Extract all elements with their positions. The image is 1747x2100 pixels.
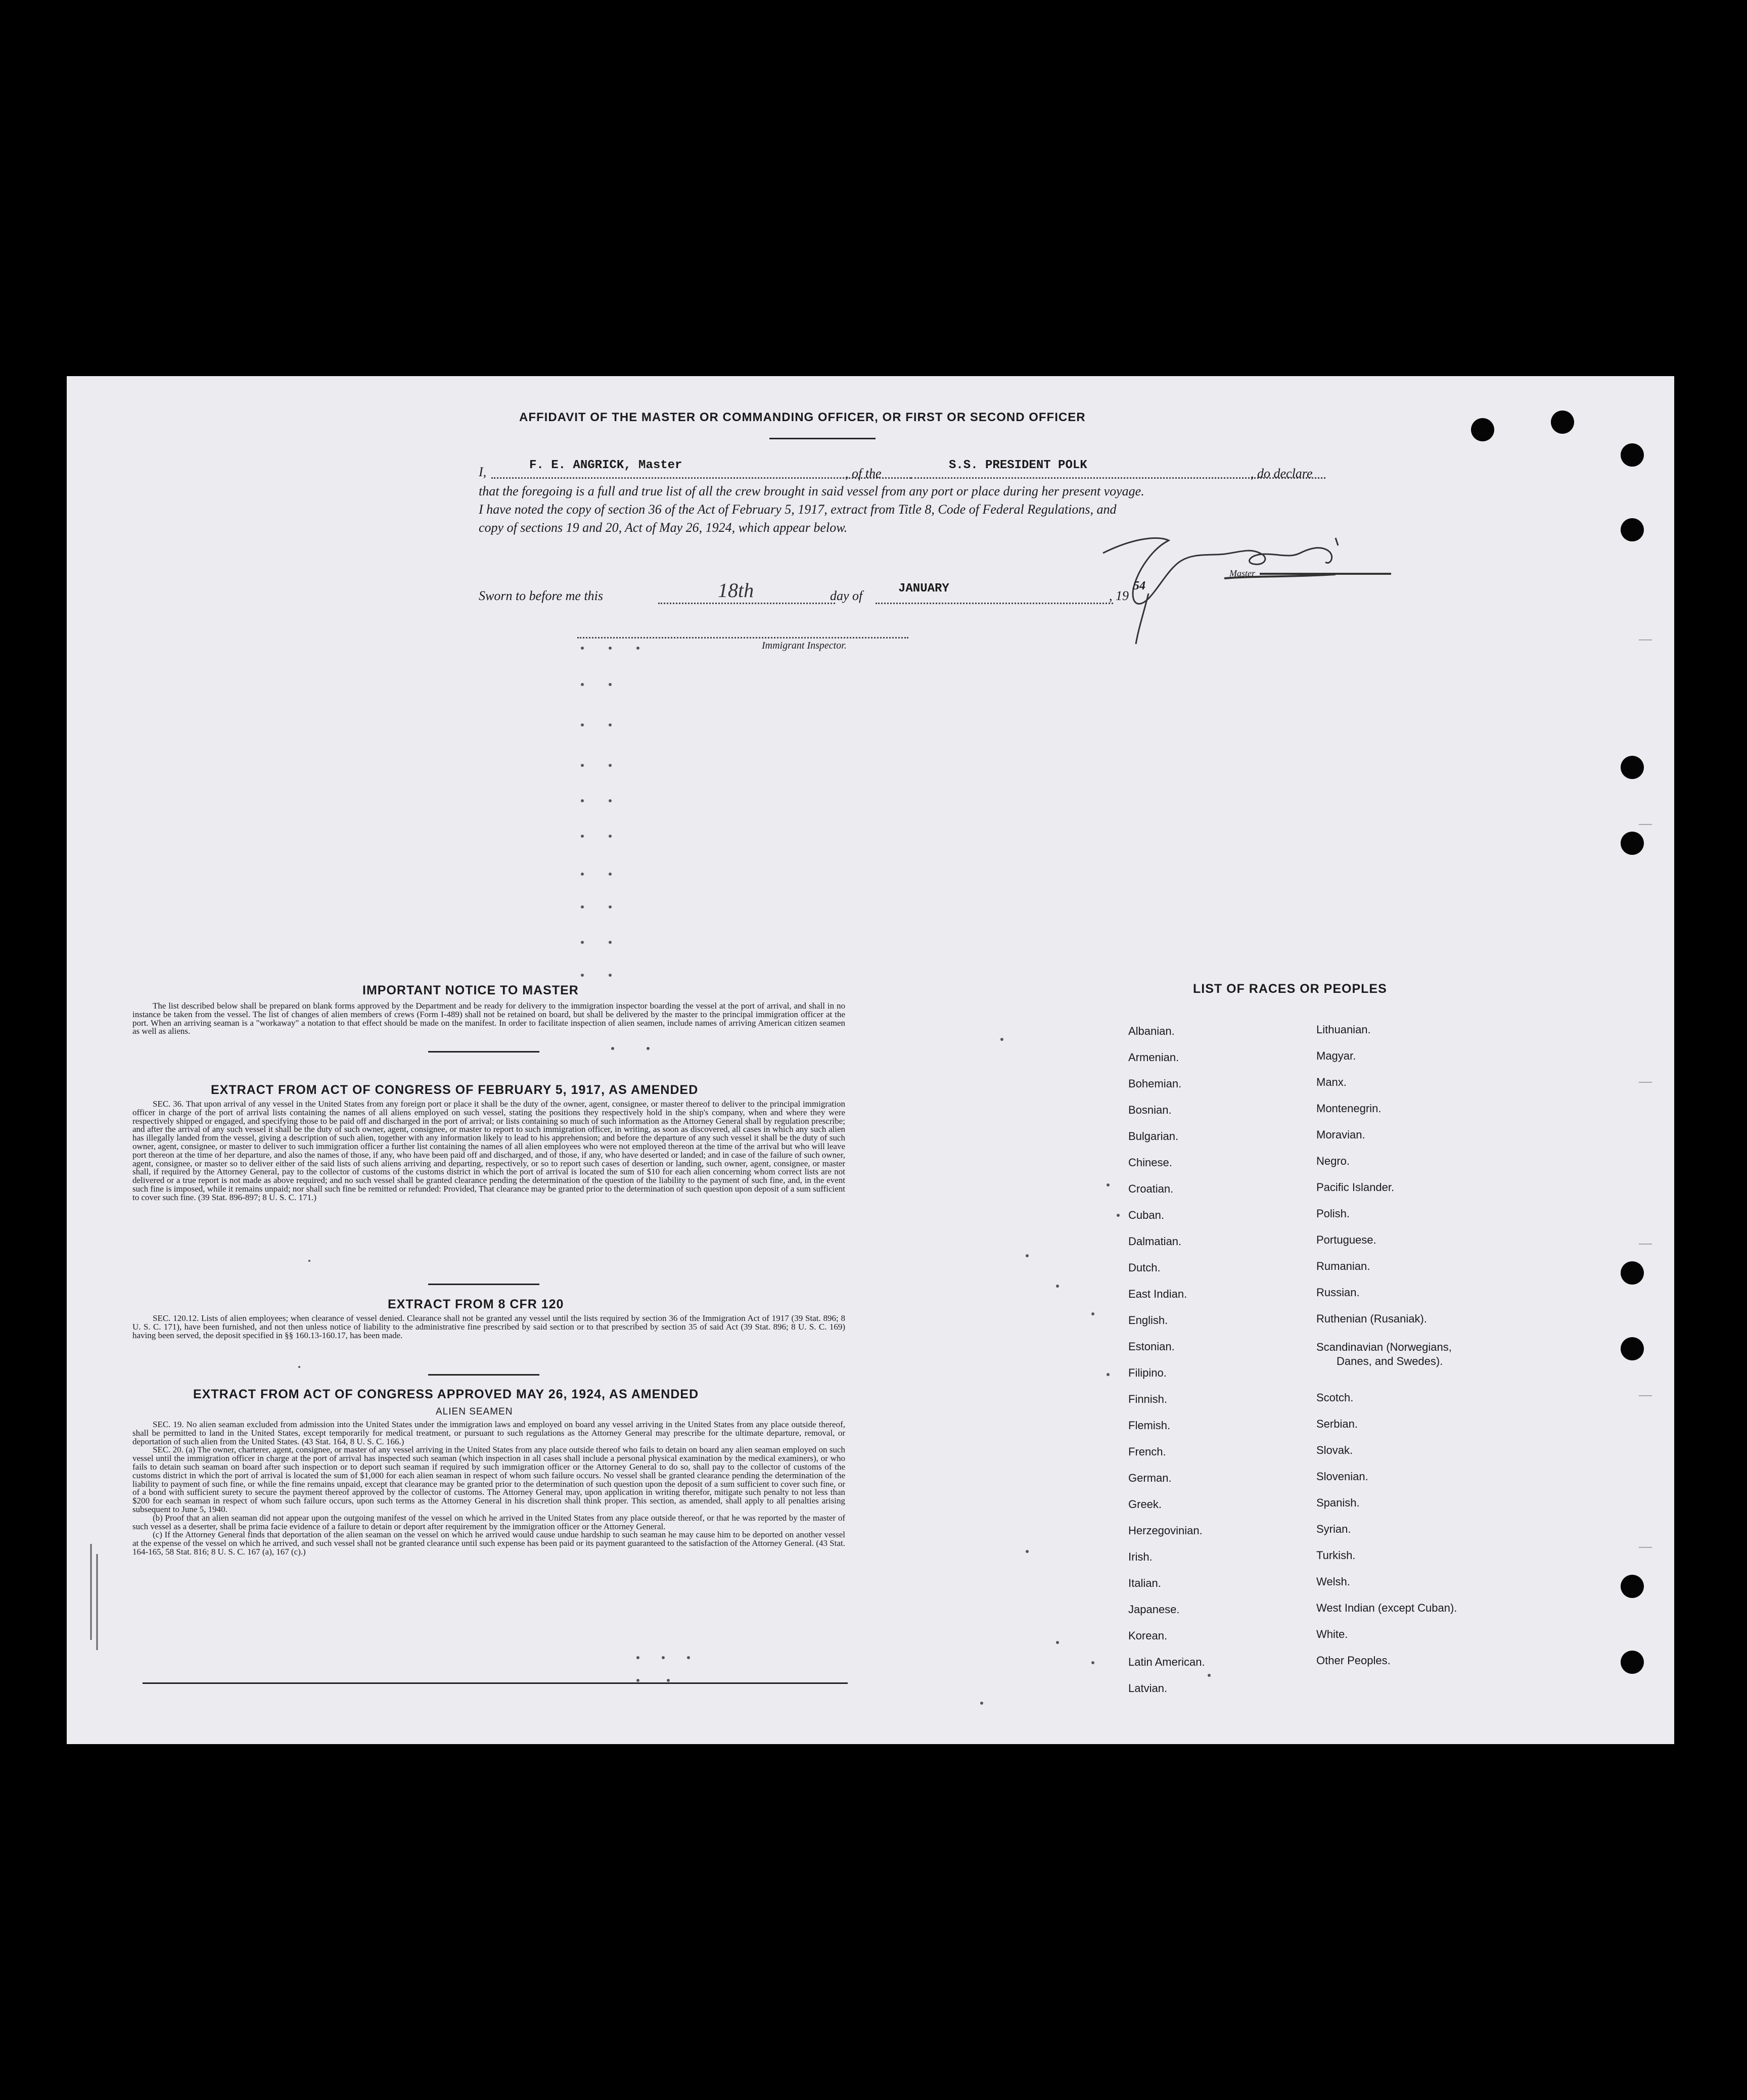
race-item: Filipino. — [1128, 1366, 1167, 1379]
race-item: Bulgarian. — [1128, 1130, 1179, 1143]
race-item: Scotch. — [1316, 1391, 1354, 1404]
affidavit-title: AFFIDAVIT OF THE MASTER OR COMMANDING OFFICER, OR FIRST OR SECOND OFFICER — [519, 410, 1086, 424]
race-item: West Indian (except Cuban). — [1316, 1602, 1457, 1614]
race-item: Herzegovinian. — [1128, 1524, 1203, 1537]
bleed-through-marks — [67, 376, 1674, 1744]
sec-19-paragraph: SEC. 19. No alien seaman excluded from admission into the United States under the immigration laws and employed on board any vessel arriving in the United States from any place outside thereof, shall be permitted to land in the United States, except temporarily for medical treatment, or pursuant to such regulations as the Attorney General may prescribe for the ultimate departure, removal, or deportation of such alien from the United States. (43 Stat. 164, 8 U. S. C. 166.) — [132, 1420, 845, 1446]
edge-mark: — — [1639, 816, 1652, 831]
punch-hole — [1621, 1261, 1644, 1285]
affidavit-do-declare: , do declare — [1251, 466, 1313, 481]
sec-20a-paragraph: SEC. 20. (a) The owner, charterer, agent, consignee, or master of any vessel arriving in the United States from any place outside thereof who fails to detain on board any alien seaman employed on such vessel until the immigration officer in charge at the port of arrival has inspected such seaman (which inspection in all cases shall include a personal physical examination by the medical examiners), or who fails to detain such seaman on board after such inspection or to deport such seaman if required by such immigration officer or the Attorney General to do so, shall pay to the collector of customs of the customs district in which the port of arrival is located the sum of $1,000 for each alien seaman in respect of whom such failure occurs. No vessel shall be granted clearance pending the determination of the liability to payment of such fine, or while the fine remains unpaid, except that clearance may be granted prior to the determination of such question upon the deposit of a sum sufficient to cover such fine, or of a bond with sufficient surety to secure the payment thereof approved by the collector of customs. The Attorney General may, upon application in writing therefor, mitigate such penalty to not less than $200 for each seaman in respect of whom such failure occurs, upon such terms as the Attorney General in his discretion shall think proper. This section, as amended, shall apply to all penalties arising subsequent to June 5, 1940. — [132, 1445, 845, 1514]
notice-paragraph: The list described below shall be prepared on blank forms approved by the Department and be ready for delivery to the immigration inspector boarding the vessel at the port of arrival, and shall in no instance be taken from the vessel. The list of changes of alien members of crews (Form I-489) shall not be retained on board, but shall be delivered by the master to the principal immigration officer at the port. When an arriving seaman is a "workaway" a notation to that effect should be made on the manifest. In order to facilitate inspection of alien seamen, include names of arriving American citizen seamen as well as aliens. — [132, 1001, 845, 1036]
race-item: Latvian. — [1128, 1682, 1168, 1695]
sec-20b-paragraph: (b) Proof that an alien seaman did not appear upon the outgoing manifest of the vessel on which he arrived in the United States from any place outside thereof, or that he was reported by the master of such vessel as a deserter, shall be prima facie evidence of a failure to detain or deport after requirement by the immigration officer or the Attorney General. — [132, 1513, 845, 1531]
affidavit-i-label: I, — [479, 465, 487, 479]
race-item: Magyar. — [1316, 1049, 1356, 1062]
affidavit-line-2: that the foregoing is a full and true list of all the crew brought in said vessel from any port or place during her present voyage. — [479, 484, 1144, 498]
race-item: Polish. — [1316, 1207, 1350, 1220]
race-item: Flemish. — [1128, 1419, 1171, 1432]
day-value: 18th — [718, 579, 754, 602]
race-item: Lithuanian. — [1316, 1023, 1371, 1036]
punch-hole — [1621, 756, 1644, 779]
race-item: Rumanian. — [1316, 1260, 1370, 1272]
punch-hole — [1621, 443, 1644, 467]
race-item: Armenian. — [1128, 1051, 1179, 1064]
affidavit-of-the: , of the — [845, 466, 882, 481]
race-item: East Indian. — [1128, 1288, 1187, 1300]
edge-mark: — — [1639, 1387, 1652, 1402]
extract-cfr-paragraph: SEC. 120.12. Lists of alien employees; when clearance of vessel denied. Clearance shall not be granted any vessel until the lists required by section 36 of the Immigration Act of 1917 (39 Stat. 896; 8 U. S. C. 171), have been furnished, and not then unless notice of liability to the administrative fine prescribed by said section or to that prescribed by section 35 of said Act (39 Stat. 896; 8 U. S. C. 169) having been served, the deposit specified in §§ 160.13-160.17, has been made. — [132, 1313, 845, 1340]
extract-1924-subtitle: ALIEN SEAMEN — [436, 1406, 513, 1417]
race-item: Serbian. — [1316, 1418, 1358, 1430]
race-item: Bohemian. — [1128, 1077, 1182, 1090]
race-item: Other Peoples. — [1316, 1654, 1391, 1667]
race-item: Pacific Islander. — [1316, 1181, 1395, 1194]
punch-hole — [1621, 1651, 1644, 1674]
race-item: Montenegrin. — [1316, 1102, 1382, 1115]
race-item: Russian. — [1316, 1286, 1360, 1299]
month-value: JANUARY — [898, 582, 949, 596]
race-item: Turkish. — [1316, 1549, 1356, 1562]
year-prefix: , 19 — [1109, 588, 1129, 603]
edge-mark: — — [1639, 1236, 1652, 1250]
race-item: White. — [1316, 1628, 1348, 1640]
race-item: Manx. — [1316, 1076, 1347, 1088]
race-item: Bosnian. — [1128, 1104, 1172, 1116]
race-item: Syrian. — [1316, 1523, 1351, 1535]
year-value: 54 — [1133, 579, 1145, 592]
affidavit-line-4: copy of sections 19 and 20, Act of May 26, 1924, which appear below. — [479, 520, 848, 535]
race-item: Slovak. — [1316, 1444, 1353, 1456]
notice-title: IMPORTANT NOTICE TO MASTER — [362, 983, 579, 997]
race-item: Dalmatian. — [1128, 1235, 1182, 1248]
race-item: Korean. — [1128, 1629, 1168, 1642]
race-item: Moravian. — [1316, 1128, 1365, 1141]
extract-1924-title: EXTRACT FROM ACT OF CONGRESS APPROVED MAY 26, 1924, AS AMENDED — [193, 1387, 699, 1401]
race-item: Cuban. — [1128, 1209, 1164, 1221]
punch-hole — [1621, 832, 1644, 855]
extract-1917-title: EXTRACT FROM ACT OF CONGRESS OF FEBRUARY 5, 1917, AS AMENDED — [211, 1083, 699, 1097]
race-item: Albanian. — [1128, 1025, 1175, 1037]
race-item: Danes, and Swedes). — [1337, 1355, 1443, 1367]
race-item: Irish. — [1128, 1550, 1153, 1563]
punch-hole — [1471, 418, 1494, 441]
sec-20c-paragraph: (c) If the Attorney General finds that deportation of the alien seaman on the vessel on which he arrived would cause undue hardship to such seaman he may cause him to be deported on another vessel at the expense of the vessel on which he arrived, and such vessel shall not be granted clearance until such expense has been paid or its payment guaranteed to the satisfaction of the Attorney General. (43 Stat. 164-165, 58 Stat. 816; 8 U. S. C. 167 (a), 167 (c).) — [132, 1530, 845, 1557]
punch-hole — [1551, 410, 1574, 434]
race-item: Croatian. — [1128, 1182, 1174, 1195]
declarant-name: F. E. ANGRICK, Master — [529, 459, 682, 472]
race-item: English. — [1128, 1314, 1168, 1327]
race-item: Italian. — [1128, 1577, 1161, 1589]
race-item: German. — [1128, 1472, 1172, 1484]
affidavit-line-3: I have noted the copy of section 36 of the Act of February 5, 1917, extract from Title 8, Code of Federal Regulations, and — [479, 502, 1117, 517]
race-item: Dutch. — [1128, 1261, 1161, 1274]
race-item: Greek. — [1128, 1498, 1162, 1511]
punch-hole — [1621, 1575, 1644, 1598]
signature-role-label: Master — [1229, 568, 1255, 578]
race-item: Estonian. — [1128, 1340, 1175, 1353]
extract-cfr-title: EXTRACT FROM 8 CFR 120 — [388, 1297, 564, 1311]
race-item: Finnish. — [1128, 1393, 1168, 1405]
day-of-label: day of — [830, 588, 863, 603]
races-title: LIST OF RACES OR PEOPLES — [1193, 982, 1387, 996]
race-item: Chinese. — [1128, 1156, 1172, 1169]
race-item: Scandinavian (Norwegians, — [1316, 1341, 1452, 1353]
inspector-label: Immigrant Inspector. — [762, 640, 847, 651]
punch-hole — [1621, 518, 1644, 541]
race-item: Japanese. — [1128, 1603, 1180, 1616]
punch-hole — [1621, 1337, 1644, 1360]
race-item: Spanish. — [1316, 1496, 1360, 1509]
race-item: Welsh. — [1316, 1575, 1350, 1588]
edge-mark: — — [1639, 1539, 1652, 1554]
edge-mark: — — [1639, 1074, 1652, 1088]
race-item: Slovenian. — [1316, 1470, 1368, 1483]
race-item: Portuguese. — [1316, 1234, 1376, 1246]
race-item: Latin American. — [1128, 1656, 1205, 1668]
race-item: Ruthenian (Rusaniak). — [1316, 1312, 1427, 1325]
extract-1917-paragraph: SEC. 36. That upon arrival of any vessel in the United States from any foreign port or place it shall be the duty of the owner, agent, consignee, or master thereof to deliver to the principal immigration officer in charge of the port of arrival lists containing the names of all aliens employed on such vessel, stating the positions they respectively hold in the ship's company, when and where they were respectively shipped or engaged, and specifying those to be paid off and discharged in the port of arrival; or lists containing so much of such information as the Attorney General shall by regulation prescribe; and after the arrival of any such vessel it shall be the duty of such owner, agent, consignee, or master to report to such immigration officer, in writing, as soon as discovered, all cases in which any such alien has illegally landed from the vessel, giving a description of such alien, together with any information likely to lead to his apprehension; and before the departure of any such vessel it shall be the duty of such owner, agent, consignee, or master to deliver to such immigration officer a further list containing the names of all alien employees who were not employed thereon at the time of the arrival but who will leave port thereon at the time of her departure, and also the names of those, if any, who have been paid off and discharged, and of those, if any, who have deserted or landed; and in case of the failure of such owner, agent, consignee, or master so to deliver either of the said lists of such aliens arriving and departing, respectively, or so to report such cases of desertion or landing, such owner, agent, consignee, or master shall, if required by the Attorney General, pay to the collector of customs of the customs district in which the port of arrival is located the sum of $10 for each alien concerning whom correct lists are not delivered or a true report is not made as above required; and no such vessel shall be granted clearance pending the determination of the question of the liability to the payment of such fine, and, in the event such fine is imposed, while it remains unpaid; nor shall such fine be remitted or refunded: Provided, That clearance may be granted prior to the determination of such question upon deposit of a sum sufficient to cover such fine. (39 Stat. 896-897; 8 U. S. C. 171.) — [132, 1099, 846, 1202]
race-item: French. — [1128, 1445, 1166, 1458]
document-sheet — [67, 376, 1674, 1744]
edge-mark: — — [1639, 631, 1652, 646]
vessel-name: S.S. PRESIDENT POLK — [949, 459, 1087, 472]
sworn-label: Sworn to before me this — [479, 588, 604, 603]
race-item: Negro. — [1316, 1155, 1350, 1167]
